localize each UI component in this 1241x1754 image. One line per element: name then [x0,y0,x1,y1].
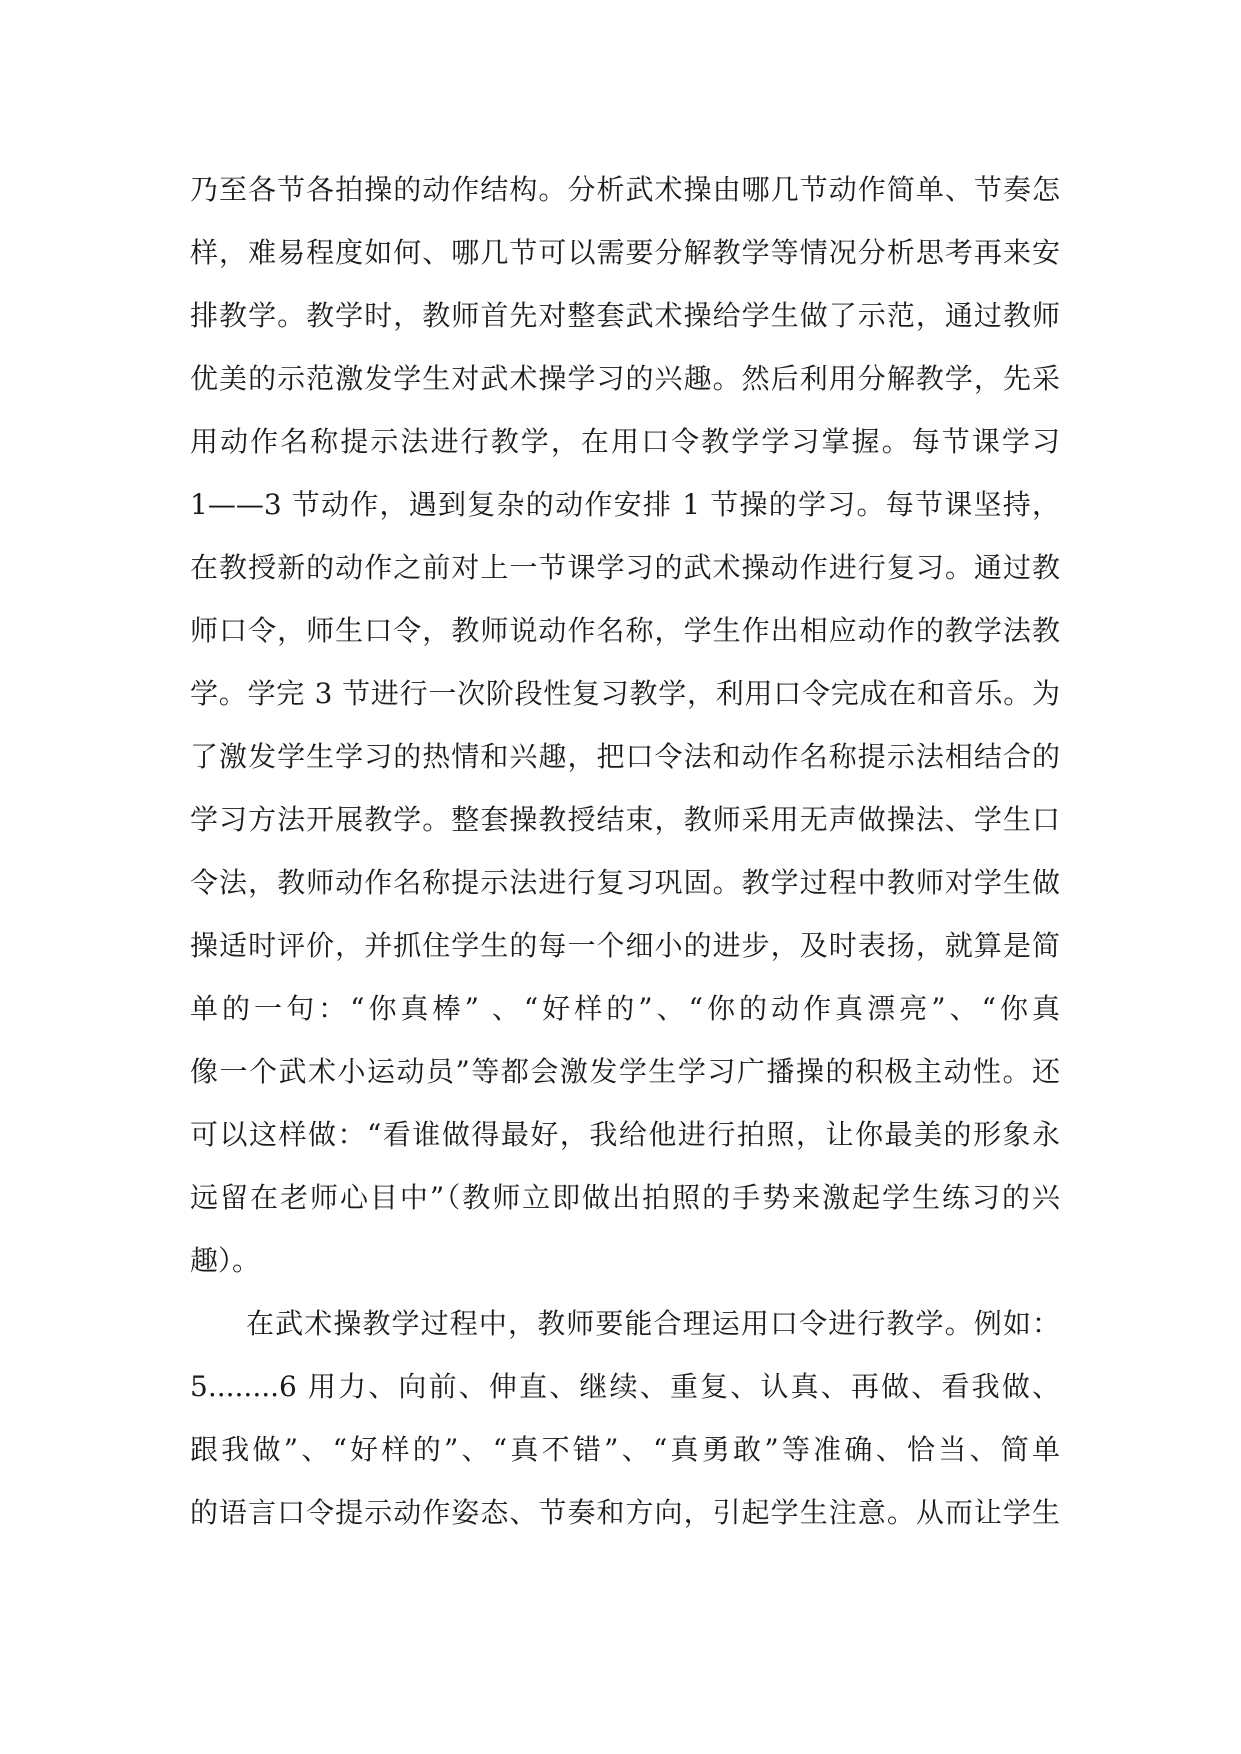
text-line: 1——3 节动作，遇到复杂的动作安排 1 节操的学习。每节课坚持， [190,488,1060,521]
text-line: 令法，教师动作名称提示法进行复习巩固。教学过程中教师对学生做 [190,866,1060,899]
text-line: 可以这样做：“看谁做得最好，我给他进行拍照，让你最美的形象永 [190,1118,1060,1151]
text-line: 学习方法开展教学。整套操教授结束，教师采用无声做操法、学生口 [190,803,1060,836]
text-line: 样，难易程度如何、哪几节可以需要分解教学等情况分析思考再来安 [190,236,1060,269]
text-line: 跟我做”、“好样的”、“真不错”、“真勇敢”等准确、恰当、简单 [190,1433,1060,1466]
text-line: 优美的示范激发学生对武术操学习的兴趣。然后利用分解教学，先采 [190,362,1060,395]
text-line: 在教授新的动作之前对上一节课学习的武术操动作进行复习。通过教 [190,551,1060,584]
text-line: 操适时评价，并抓住学生的每一个细小的进步，及时表扬，就算是简 [190,929,1060,962]
paragraph [190,1292,1060,1544]
text-line: 像一个武术小运动员”等都会激发学生学习广播操的积极主动性。还 [190,1055,1060,1088]
body-text [190,158,1060,1544]
text-line: 5........6 用力、向前、伸直、继续、重复、认真、再做、看我做、 [190,1370,1060,1403]
text-line: 在武术操教学过程中，教师要能合理运用口令进行教学。例如： [246,1307,1060,1340]
text-line: 单的一句：“你真棒” 、“好样的”、“你的动作真漂亮”、“你真 [190,992,1060,1025]
text-line: 学。学完 3 节进行一次阶段性复习教学，利用口令完成在和音乐。为 [190,677,1060,710]
text-line: 趣）。 [190,1244,261,1277]
paragraph [190,158,1060,1292]
text-line: 了激发学生学习的热情和兴趣，把口令法和动作名称提示法相结合的 [190,740,1060,773]
text-line: 乃至各节各拍操的动作结构。分析武术操由哪几节动作简单、节奏怎 [190,173,1060,206]
text-line: 的语言口令提示动作姿态、节奏和方向，引起学生注意。从而让学生 [190,1496,1060,1529]
text-line: 师口令，师生口令，教师说动作名称，学生作出相应动作的教学法教 [190,614,1060,647]
text-line: 远留在老师心目中”（教师立即做出拍照的手势来激起学生练习的兴 [190,1181,1060,1214]
text-line: 用动作名称提示法进行教学，在用口令教学学习掌握。每节课学习 [190,425,1060,458]
text-line: 排教学。教学时，教师首先对整套武术操给学生做了示范，通过教师 [190,299,1060,332]
